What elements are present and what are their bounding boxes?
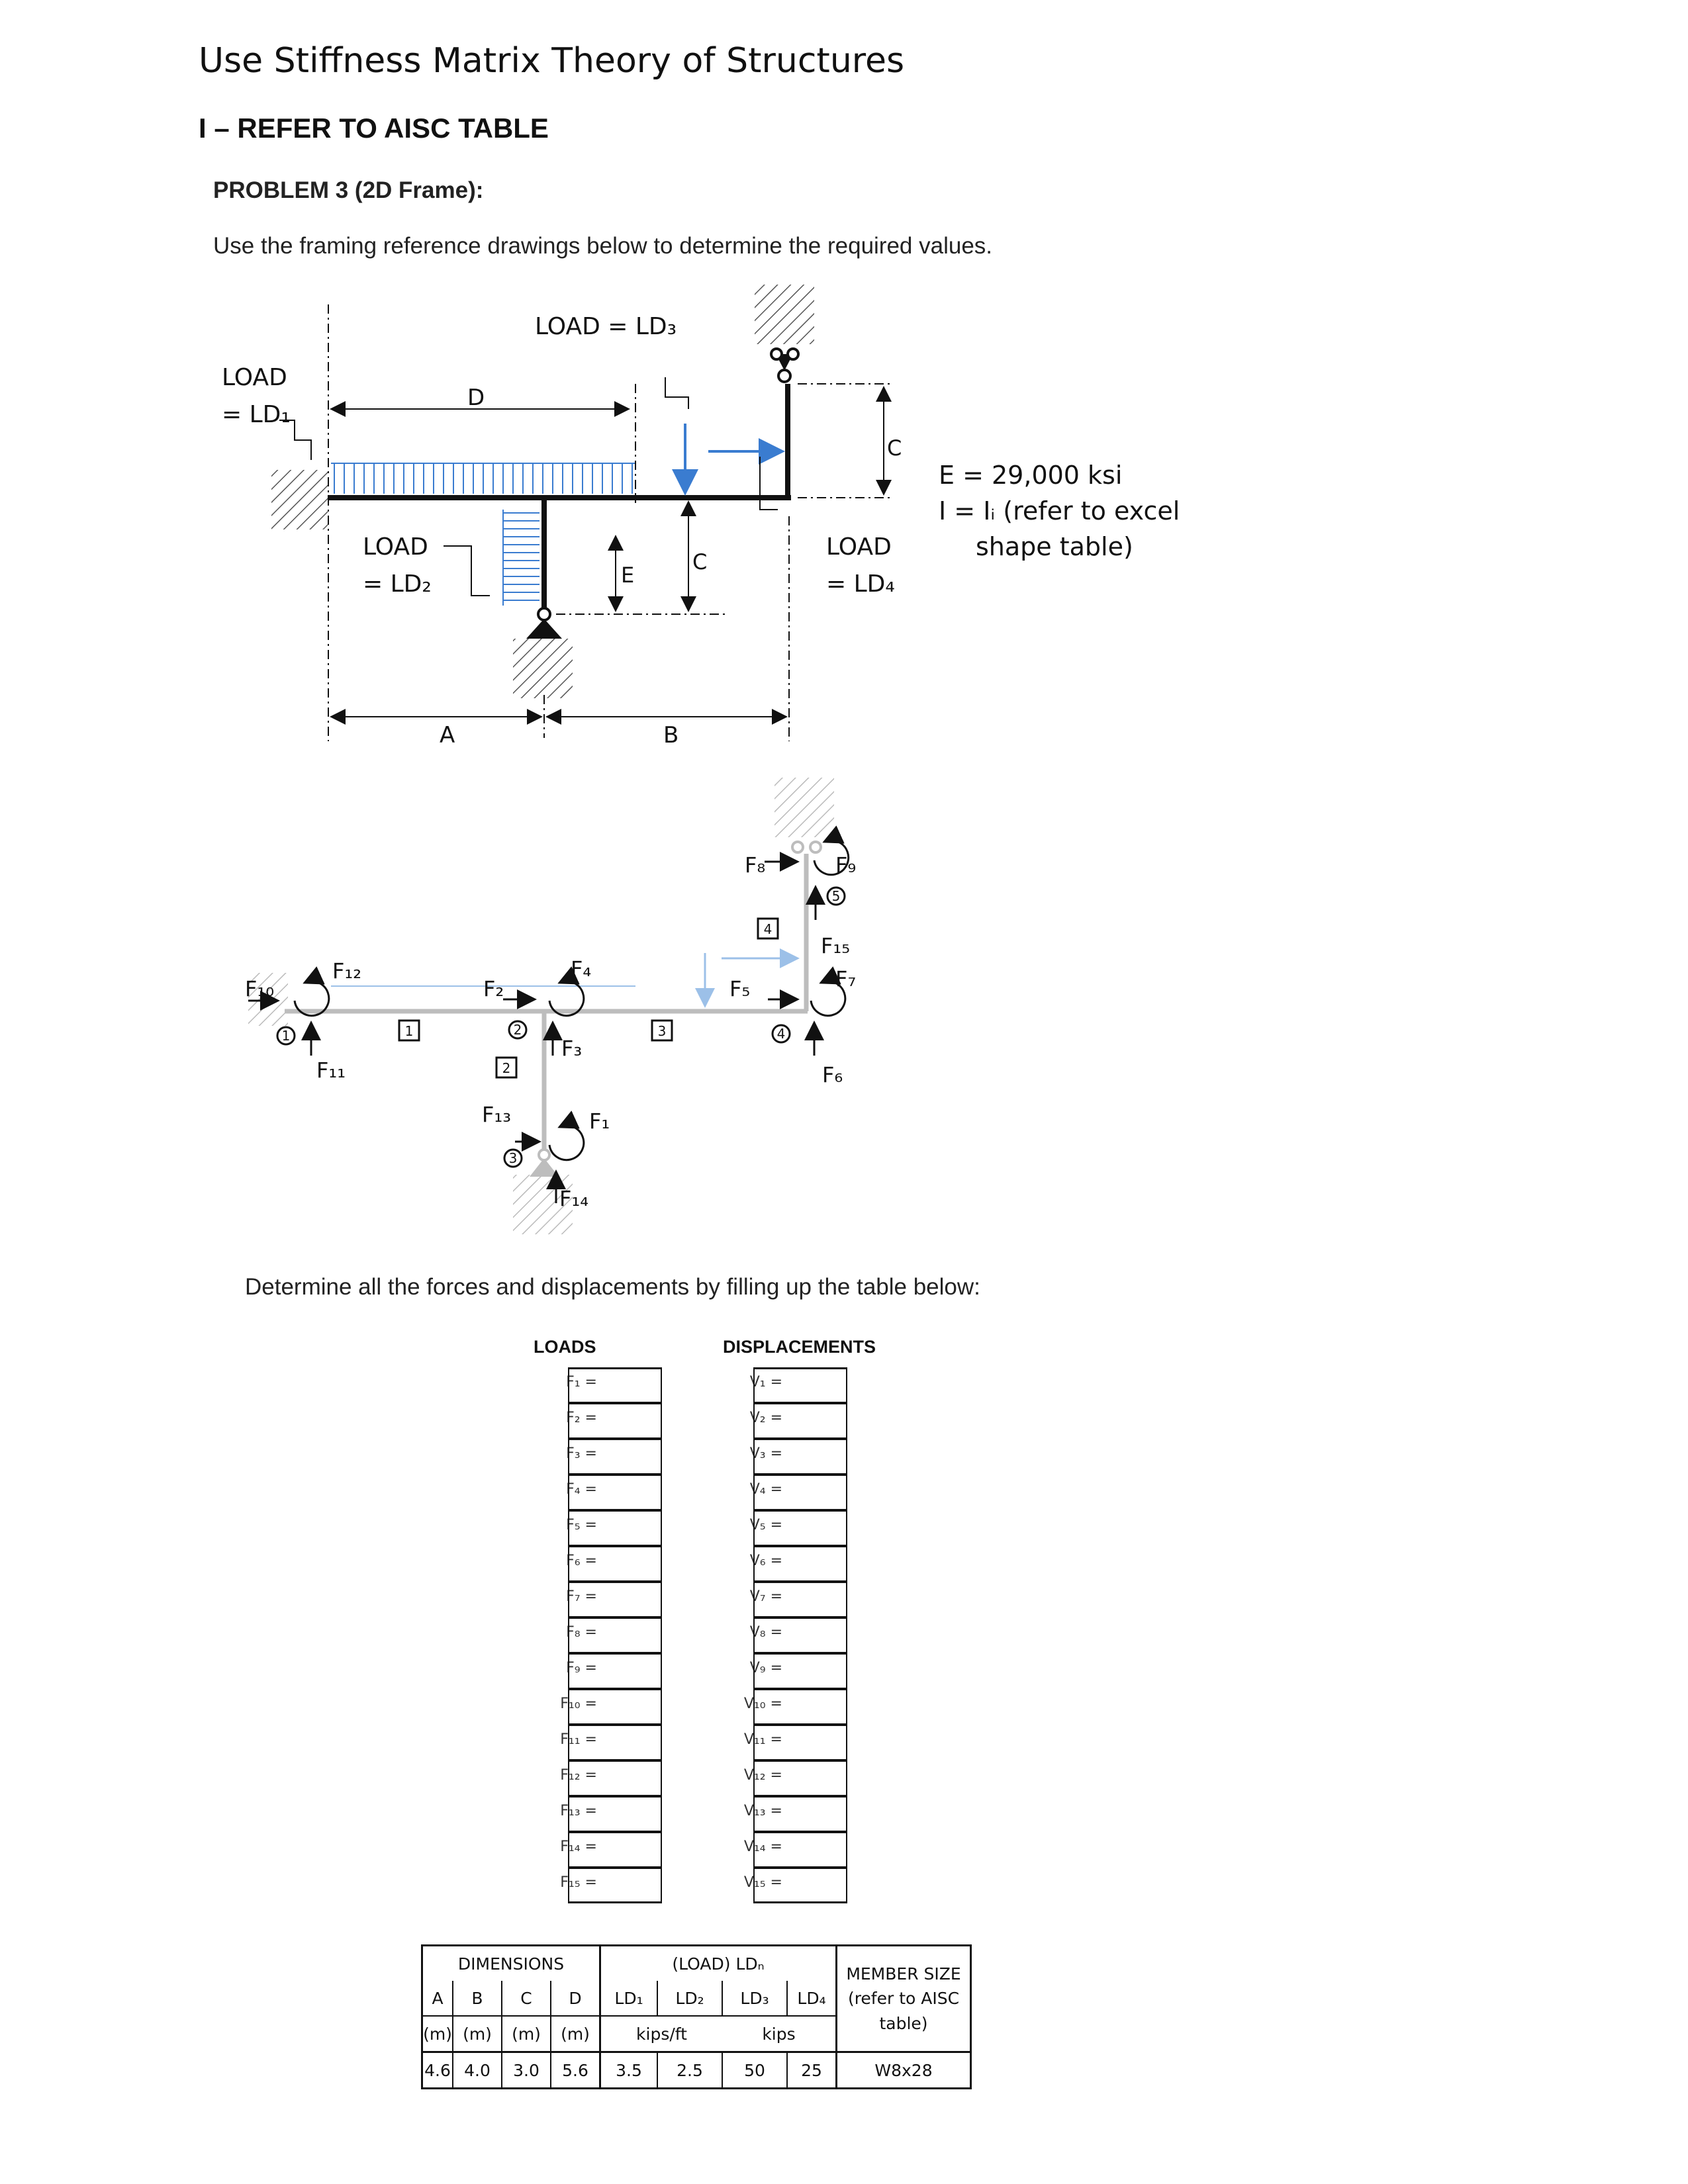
dof-pin-bottom-circle	[539, 1150, 549, 1160]
svg-text:F₃: F₃	[561, 1036, 583, 1061]
displacement-row	[688, 1760, 854, 1796]
member-size-header	[837, 1946, 971, 2052]
label-load4-a: LOAD	[826, 533, 892, 561]
displacement-row	[688, 1689, 854, 1725]
dof-labels	[245, 852, 856, 1211]
value-LD2: 2.5	[657, 2052, 722, 2089]
page-title: Use Stiffness Matrix Theory of Structures	[199, 41, 905, 81]
load-label: F₆ =	[566, 1553, 597, 1569]
load-row	[503, 1546, 669, 1582]
displacement-label: V₄ =	[749, 1481, 782, 1498]
svg-text:4: 4	[776, 1026, 786, 1042]
distributed-load-ld1	[331, 463, 635, 494]
load-answer-box[interactable]	[568, 1725, 662, 1760]
member-header-line1: MEMBER SIZE	[846, 1964, 961, 1983]
displacement-label: V₅ =	[749, 1517, 782, 1533]
leader-ld2	[444, 546, 490, 596]
member-markers	[399, 919, 778, 1077]
load-label: F₇ =	[566, 1588, 597, 1605]
displacement-label: V₆ =	[749, 1553, 782, 1569]
load-label: F₁₁ =	[560, 1731, 597, 1748]
displacement-row	[688, 1868, 854, 1903]
displacement-row	[688, 1582, 854, 1617]
displacement-label: V₁₄ =	[743, 1839, 782, 1855]
svg-text:1: 1	[404, 1023, 414, 1039]
dimensions-header: DIMENSIONS	[422, 1946, 600, 1981]
given-data-table	[421, 1944, 972, 2089]
col-D: D	[551, 1981, 600, 2016]
load-label: F₈ =	[566, 1624, 597, 1641]
unit-A: (m)	[422, 2016, 453, 2052]
col-LD2: LD₂	[657, 1981, 722, 2016]
displacement-label: V₇ =	[749, 1588, 782, 1605]
inertia-text: I = Iᵢ (refer to excel	[939, 496, 1180, 525]
load-answer-box[interactable]	[568, 1796, 662, 1832]
load-answer-box[interactable]	[568, 1653, 662, 1689]
col-LD3: LD₃	[722, 1981, 787, 2016]
svg-text:F₁₄: F₁₄	[559, 1186, 589, 1211]
svg-text:F₂: F₂	[483, 976, 504, 1001]
load-row	[503, 1689, 669, 1725]
svg-text:F₁₅: F₁₅	[821, 933, 851, 958]
displacement-label: V₂ =	[749, 1410, 782, 1426]
unit-point: kips	[722, 2016, 837, 2052]
load-row	[503, 1403, 669, 1439]
svg-text:5: 5	[831, 888, 841, 904]
leader-ld3	[665, 377, 688, 409]
pin-bottom-triangle	[526, 619, 562, 639]
load-row	[503, 1760, 669, 1796]
displacement-answer-box[interactable]	[753, 1760, 847, 1796]
label-dim-A: A	[440, 722, 455, 749]
displacement-answer-box[interactable]	[753, 1582, 847, 1617]
label-dim-D: D	[467, 385, 485, 411]
svg-text:1: 1	[281, 1028, 291, 1044]
svg-text:4: 4	[763, 921, 773, 937]
inertia-text-2: shape table)	[976, 532, 1133, 561]
dof-diagram	[0, 768, 1688, 1244]
displacement-label: V₃ =	[749, 1445, 782, 1462]
load-row	[503, 1653, 669, 1689]
value-member-size: W8x28	[837, 2052, 971, 2089]
svg-text:F₉: F₉	[835, 852, 857, 878]
load-answer-box[interactable]	[568, 1439, 662, 1475]
load-answer-box[interactable]	[568, 1510, 662, 1546]
svg-text:F₁₀: F₁₀	[245, 976, 275, 1001]
load-label: F₁₅ =	[560, 1874, 597, 1891]
displacement-row	[688, 1475, 854, 1510]
svg-text:F₁₃: F₁₃	[482, 1102, 512, 1127]
load-answer-box[interactable]	[568, 1582, 662, 1617]
load-answer-box[interactable]	[568, 1546, 662, 1582]
displacement-row	[688, 1832, 854, 1868]
support-top-hatch	[755, 285, 814, 344]
load-label: F₁₀ =	[560, 1696, 597, 1712]
dof-pin-top-left	[792, 842, 803, 852]
displacement-answer-box[interactable]	[753, 1367, 847, 1403]
displacement-row	[688, 1617, 854, 1653]
load-label: F₁₂ =	[560, 1767, 597, 1784]
displacement-label: V₁₃ =	[743, 1803, 782, 1819]
member-header-line3: table)	[879, 2013, 928, 2033]
unit-distributed: kips/ft	[600, 2016, 723, 2052]
displacement-row	[688, 1367, 854, 1403]
value-LD1: 3.5	[600, 2052, 658, 2089]
displacement-answer-box[interactable]	[753, 1868, 847, 1903]
load-label: F₁ =	[566, 1374, 597, 1390]
value-LD3: 50	[722, 2052, 787, 2089]
svg-text:F₁₁: F₁₁	[316, 1058, 346, 1083]
load-row	[503, 1475, 669, 1510]
member-header-line2: (refer to AISC	[847, 1989, 960, 2009]
load-row	[503, 1796, 669, 1832]
load-label: F₂ =	[566, 1410, 597, 1426]
label-dim-C-upper: C	[887, 435, 902, 461]
displacement-row	[688, 1546, 854, 1582]
label-load2-b: = LD₂	[363, 570, 432, 598]
load-label: F₃ =	[566, 1445, 597, 1462]
displacement-answer-box[interactable]	[753, 1725, 847, 1760]
section-heading: I – REFER TO AISC TABLE	[199, 113, 549, 144]
displacement-label: V₁₂ =	[743, 1767, 782, 1784]
loads-table	[503, 1367, 669, 1903]
col-C: C	[502, 1981, 551, 2016]
displacement-answer-box[interactable]	[753, 1510, 847, 1546]
displacement-label: V₁₅ =	[743, 1874, 782, 1891]
unit-C: (m)	[502, 2016, 551, 2052]
unit-B: (m)	[453, 2016, 502, 2052]
svg-text:3: 3	[508, 1150, 518, 1166]
displacement-label: V₁₀ =	[743, 1696, 782, 1712]
pin-bottom	[538, 608, 550, 620]
value-D: 5.6	[551, 2052, 600, 2089]
load-label: F₁₄ =	[560, 1839, 597, 1855]
load-label: F₅ =	[566, 1517, 597, 1533]
value-B: 4.0	[453, 2052, 502, 2089]
load-answer-box[interactable]	[568, 1760, 662, 1796]
extension-lines	[328, 304, 894, 741]
unit-D: (m)	[551, 2016, 600, 2052]
load-row	[503, 1832, 669, 1868]
displacement-answer-box[interactable]	[753, 1796, 847, 1832]
displacements-header: DISPLACEMENTS	[723, 1337, 876, 1357]
load-answer-box[interactable]	[568, 1868, 662, 1903]
leader-ld4	[760, 457, 778, 510]
dof-hatch-top	[774, 778, 834, 837]
load-answer-box[interactable]	[568, 1403, 662, 1439]
frame-reference-drawing	[0, 278, 1688, 768]
load-label: F₁₃ =	[560, 1803, 597, 1819]
displacement-answer-box[interactable]	[753, 1475, 847, 1510]
loads-header: LOADS	[534, 1337, 596, 1357]
load-row	[503, 1617, 669, 1653]
problem-instruction: Use the framing reference drawings below to determine the required values.	[213, 233, 993, 259]
dof-arrows	[248, 841, 849, 1203]
displacement-row	[688, 1653, 854, 1689]
load-answer-box[interactable]	[568, 1689, 662, 1725]
label-load1-b: = LD₁	[222, 401, 291, 428]
label-dim-C-lower: C	[692, 549, 708, 574]
col-LD4: LD₄	[787, 1981, 837, 2016]
label-load1-a: LOAD	[222, 364, 287, 391]
displacement-row	[688, 1403, 854, 1439]
fixed-support-left	[271, 470, 328, 529]
table-instruction: Determine all the forces and displacements by filling up the table below:	[245, 1274, 980, 1300]
col-B: B	[453, 1981, 502, 2016]
load-row	[503, 1868, 669, 1903]
load-row	[503, 1439, 669, 1475]
load-label: F₉ =	[566, 1660, 597, 1676]
load-row	[503, 1725, 669, 1760]
col-LD1: LD₁	[614, 1988, 643, 2008]
displacement-row	[688, 1510, 854, 1546]
displacement-row	[688, 1796, 854, 1832]
svg-text:F₁₂: F₁₂	[332, 958, 362, 983]
displacement-answer-box[interactable]	[753, 1832, 847, 1868]
label-dim-B: B	[663, 722, 679, 749]
svg-text:F₆: F₆	[822, 1062, 843, 1087]
svg-text:3: 3	[657, 1023, 667, 1039]
pin-top	[778, 370, 790, 382]
displacement-label: V₁₁ =	[743, 1731, 782, 1748]
svg-text:F₄: F₄	[571, 956, 592, 981]
label-dim-E: E	[621, 563, 635, 588]
svg-text:2: 2	[502, 1060, 511, 1076]
displacements-table	[688, 1367, 854, 1903]
load-answer-box[interactable]	[568, 1367, 662, 1403]
load-header: (LOAD) LDₙ	[600, 1946, 837, 1981]
pin-top-roller-left	[771, 349, 782, 359]
svg-text:2: 2	[513, 1022, 522, 1038]
value-C: 3.0	[502, 2052, 551, 2089]
load-answer-box[interactable]	[568, 1617, 662, 1653]
displacement-answer-box[interactable]	[753, 1403, 847, 1439]
label-load3: LOAD = LD₃	[535, 313, 677, 340]
value-A: 4.6	[422, 2052, 453, 2089]
displacement-answer-box[interactable]	[753, 1689, 847, 1725]
value-LD4: 25	[787, 2052, 837, 2089]
displacement-answer-box[interactable]	[753, 1653, 847, 1689]
col-A: A	[422, 1981, 453, 2016]
displacement-label: V₈ =	[749, 1624, 782, 1641]
displacement-label: V₁ =	[749, 1374, 782, 1390]
load-row	[503, 1367, 669, 1403]
label-load4-b: = LD₄	[826, 570, 895, 598]
dof-pin-top-right	[810, 842, 821, 852]
label-load2-a: LOAD	[363, 533, 428, 561]
modulus-text: E = 29,000 ksi	[939, 461, 1123, 490]
svg-text:F₇: F₇	[835, 966, 857, 991]
svg-text:F₅: F₅	[729, 976, 751, 1001]
svg-text:F₈: F₈	[745, 852, 766, 878]
load-row	[503, 1510, 669, 1546]
displacement-answer-box[interactable]	[753, 1617, 847, 1653]
load-row	[503, 1582, 669, 1617]
distributed-load-ld2	[503, 510, 539, 606]
support-bottom-hatch	[513, 639, 573, 698]
displacement-answer-box[interactable]	[753, 1439, 847, 1475]
problem-title: PROBLEM 3 (2D Frame):	[213, 177, 484, 203]
svg-text:F₁: F₁	[589, 1109, 610, 1134]
displacement-answer-box[interactable]	[753, 1546, 847, 1582]
displacement-row	[688, 1439, 854, 1475]
load-answer-box[interactable]	[568, 1475, 662, 1510]
load-answer-box[interactable]	[568, 1832, 662, 1868]
displacement-row	[688, 1725, 854, 1760]
load-label: F₄ =	[566, 1481, 597, 1498]
displacement-label: V₉ =	[749, 1660, 782, 1676]
pin-top-roller-right	[788, 349, 798, 359]
